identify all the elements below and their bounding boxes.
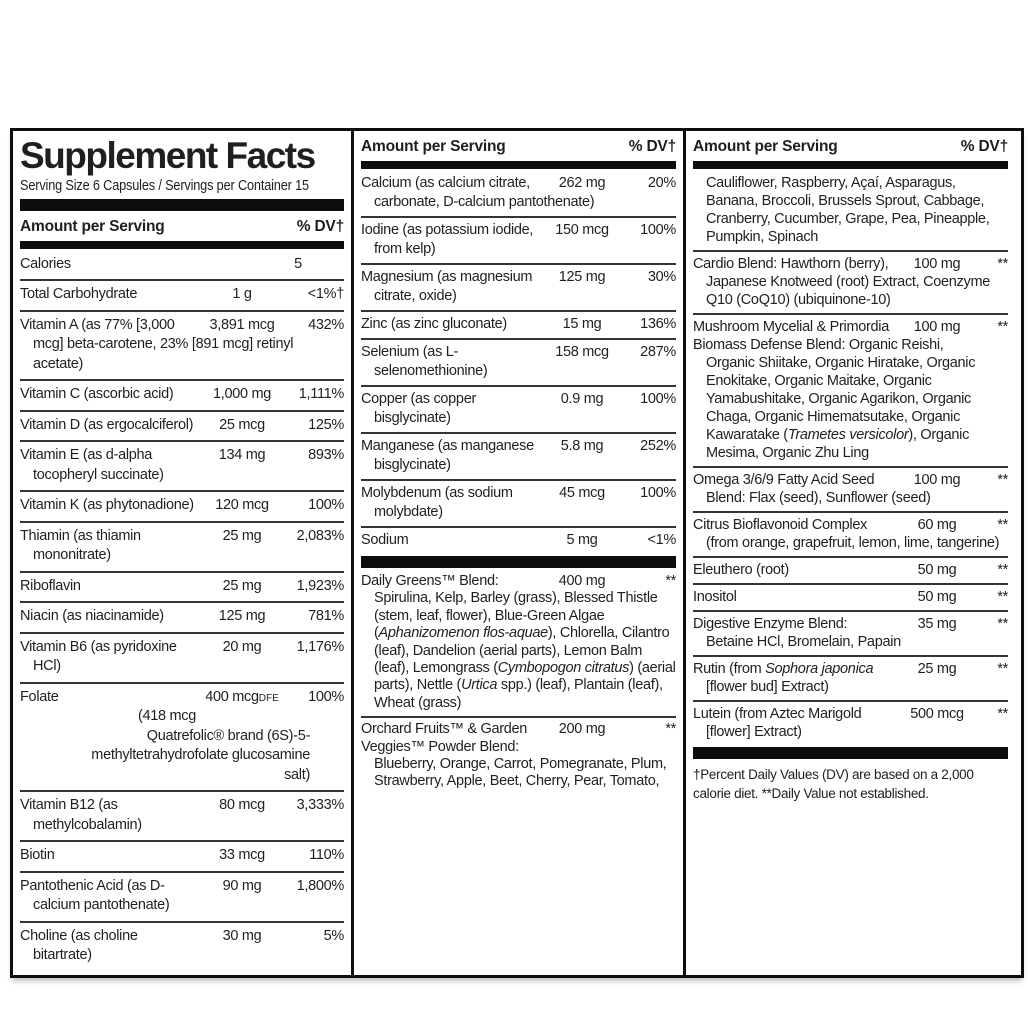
supplement-row <box>693 250 1008 313</box>
amount-value: 25 mcg <box>219 416 265 433</box>
supplement-row <box>361 716 676 795</box>
ingredient-name: Citrus Bioflavonoid Complex (from orange, grapefruit, lemon, lime, tangerine) <box>693 517 1000 551</box>
dv-value: 30% <box>647 269 676 285</box>
ingredient-name <box>361 573 676 712</box>
ingredient-name: Vitamin A (as 77% [3,000 mcg] beta-carotene, 23% [891 mcg] retinyl acetate) <box>20 316 294 372</box>
ingredient-list <box>693 354 1008 462</box>
dv-value: 432% <box>308 316 344 333</box>
supplement-row <box>693 583 1008 610</box>
ingredient-name: Selenium (as L-selenomethionine) <box>361 344 488 379</box>
supplement-row <box>20 490 344 521</box>
ingredient-text: spp.) (leaf), Plantain (leaf), Wheat (grass) <box>374 677 663 711</box>
ingredient-name: Riboflavin <box>20 577 81 594</box>
supplement-row <box>361 385 676 432</box>
ingredient-text: Rutin (from <box>693 661 766 677</box>
ingredient-name: Vitamin D (as ergocalciferol) <box>20 416 194 433</box>
ingredient-name: Calcium (as calcium citrate, carbonate, D-calcium pantothenate) <box>361 175 595 210</box>
dv-value: 1,176% <box>296 638 344 655</box>
amount-value: 100 mg <box>913 256 961 272</box>
amount-per-serving-label: Amount per Serving <box>20 217 165 235</box>
amount-value: 45 mcg <box>559 485 605 501</box>
percent-dv-label: % DV† <box>296 217 344 235</box>
amount-value: 3,891 mcg <box>209 316 275 333</box>
supplement-row <box>20 921 344 971</box>
ingredient-name: Cardio Blend: Hawthorn (berry), Japanese Knotweed (root) Extract, Coenzyme Q10 (CoQ10) (ubiquinone-10) <box>693 256 990 308</box>
amount-value: 60 mg <box>917 517 957 533</box>
panel-title: Supplement Facts <box>20 135 315 176</box>
supplement-row <box>361 526 676 554</box>
supplement-row <box>361 216 676 263</box>
ingredient-name: Thiamin (as thiamin mononitrate) <box>20 527 141 564</box>
column-header <box>361 133 676 160</box>
dv-value: ** <box>997 589 1008 605</box>
dv-value: ** <box>997 517 1008 533</box>
percent-dv-label: % DV† <box>628 138 676 155</box>
ingredient-name: Vitamin C (ascorbic acid) <box>20 386 174 403</box>
amount-value: 25 mg <box>222 577 262 594</box>
ingredient-list: Blueberry, Orange, Carrot, Pomegranate, Plum, Strawberry, Apple, Beet, Cherry, Pear, Tomato, <box>374 756 667 790</box>
amount-value: 262 mg <box>558 175 606 191</box>
ingredient-name: Sodium <box>361 532 409 548</box>
ingredient-name: Molybdenum (as sodium molybdate) <box>361 485 513 520</box>
ingredient-text: Trametes versicolor <box>787 427 909 443</box>
ingredient-text: Cymbopogon citratus <box>497 660 630 677</box>
dv-value: 2,083% <box>296 527 344 544</box>
ingredient-name: Magnesium (as magnesium citrate, oxide) <box>361 269 533 304</box>
supplement-row <box>20 310 344 380</box>
amount-unit-suffix: DFE <box>258 692 279 704</box>
amount-value: 33 mcg <box>219 847 265 864</box>
supplement-row <box>20 790 344 840</box>
divider-bar <box>693 747 1008 759</box>
amount-value: 15 mg <box>562 316 602 332</box>
dv-value: ** <box>997 256 1008 272</box>
divider-bar <box>361 556 676 568</box>
ingredient-name: Vitamin K (as phytonadione) <box>20 497 194 514</box>
amount-value: 90 mg <box>222 877 262 894</box>
supplement-facts-panel <box>10 128 1024 978</box>
amount-value: 400 mcgDFE <box>205 688 279 705</box>
amount-value: 35 mg <box>917 616 957 632</box>
dv-value: ** <box>997 706 1008 722</box>
ingredient-text: [flower bud] Extract) <box>706 679 829 695</box>
ingredient-name: Digestive Enzyme Blend: Betaine HCl, Bromelain, Papain <box>693 616 901 650</box>
supplement-row <box>361 171 676 216</box>
dv-value: ** <box>665 721 676 738</box>
supplement-row <box>693 655 1008 700</box>
dv-value: 125% <box>308 416 344 433</box>
supplement-row <box>361 479 676 526</box>
amount-value: 30 mg <box>222 927 262 944</box>
supplement-row <box>20 840 344 871</box>
supplement-row <box>693 171 1008 250</box>
amount-per-serving-label: Amount per Serving <box>693 138 838 155</box>
dv-value: ** <box>997 562 1008 578</box>
supplement-row <box>20 379 344 410</box>
amount-value: 200 mg <box>558 721 606 738</box>
nutrient-rows-right <box>693 171 1008 759</box>
ingredient-text: Aphanizomenon flos-aquae <box>378 625 548 642</box>
ingredient-name: Iodine (as potassium iodide, from kelp) <box>361 222 534 257</box>
ingredient-name: Pantothenic Acid (as D-calcium pantothenate) <box>20 877 170 914</box>
supplement-row <box>20 440 344 490</box>
dv-value: 100% <box>308 497 344 514</box>
amount-value: 1,000 mg <box>212 386 272 403</box>
dv-value: 20% <box>647 175 676 191</box>
amount-value: 100 mg <box>913 319 961 335</box>
supplement-row <box>20 279 344 310</box>
supplement-row <box>693 610 1008 655</box>
ingredient-text: ), Chlorella, Cilantro (leaf), Dandelion (aerial parts), Lemon Balm (leaf), Lemongrass ( <box>374 625 670 677</box>
supplement-row <box>20 410 344 441</box>
dv-value: 287% <box>640 344 676 360</box>
amount-value: 80 mcg <box>219 797 265 814</box>
amount-value: 158 mcg <box>555 344 609 360</box>
dv-value: ** <box>997 319 1008 335</box>
ingredient-text: Urtica <box>461 677 498 694</box>
dv-value: 5% <box>323 927 344 944</box>
sub-note: (418 mcg Quatrefolic® brand (6S)-5-methyltetrahydrofolate glucosamine salt) <box>91 708 310 783</box>
ingredient-name: Niacin (as niacinamide) <box>20 608 164 625</box>
supplement-row <box>20 682 344 791</box>
dv-value: 110% <box>309 847 344 864</box>
supplement-row <box>693 313 1008 466</box>
dv-value: 100% <box>308 688 344 705</box>
divider-bar <box>693 161 1008 169</box>
supplement-row <box>693 466 1008 511</box>
ingredient-name: Choline (as choline bitartrate) <box>20 927 138 964</box>
dv-value: 100% <box>640 485 676 501</box>
amount-value: 20 mg <box>222 638 262 655</box>
dv-value: 100% <box>640 222 676 238</box>
ingredient-name: Cauliflower, Raspberry, Açaí, Asparagus, Banana, Broccoli, Brussels Sprout, Cabbage, Cranberry, Cucumber, Grape, Pea, Pineapple, Pumpkin, Spinach <box>706 175 990 245</box>
supplement-row <box>693 511 1008 556</box>
dv-value: 781% <box>308 608 344 625</box>
dv-value: ** <box>665 573 676 589</box>
amount-value: 50 mg <box>917 589 957 605</box>
ingredient-name: Zinc (as zinc gluconate) <box>361 316 507 332</box>
amount-value: 5.8 mg <box>560 438 604 454</box>
nutrient-rows-left <box>20 251 344 971</box>
column-middle <box>351 131 683 975</box>
supplement-row <box>20 871 344 921</box>
dv-value: ** <box>997 661 1008 677</box>
amount-value: 1 g <box>232 286 252 303</box>
ingredient-text: ) (aerial parts), Nettle ( <box>374 660 676 694</box>
ingredient-name: Eleuthero (root) <box>693 562 789 578</box>
dv-value: 1,923% <box>296 577 344 594</box>
ingredient-text: ), Organic Mesima, Organic Zhu Ling <box>706 427 970 461</box>
amount-value: 50 mg <box>917 562 957 578</box>
supplement-row <box>20 632 344 682</box>
amount-per-serving-label: Amount per Serving <box>361 138 506 155</box>
amount-value: 400 mg <box>558 573 606 589</box>
supplement-row <box>361 432 676 479</box>
column-left <box>13 131 351 975</box>
ingredient-name: Calories <box>20 255 71 272</box>
supplement-row <box>693 700 1008 745</box>
dv-value: 136% <box>640 316 676 332</box>
supplement-row <box>693 556 1008 583</box>
divider-bar <box>20 199 344 211</box>
nutrient-rows-middle <box>361 171 676 795</box>
supplement-row <box>20 601 344 632</box>
ingredient-name: Lutein (from Aztec Marigold [flower] Extract) <box>693 706 862 740</box>
amount-value: 134 mg <box>218 447 266 464</box>
dv-value: 1,800% <box>296 877 344 894</box>
ingredient-name: Mushroom Mycelial & Primordia Biomass Defense Blend: Organic Reishi, <box>693 319 944 353</box>
percent-dv-label: % DV† <box>960 138 1008 155</box>
dv-value: 1,111% <box>298 386 344 403</box>
ingredient-name: Copper (as copper bisglycinate) <box>361 391 476 426</box>
amount-value: 125 mg <box>218 608 266 625</box>
dv-value: 252% <box>640 438 676 454</box>
ingredient-name: Folate <box>20 688 59 705</box>
supplement-row <box>20 571 344 602</box>
supplement-row <box>361 310 676 338</box>
ingredient-name: Total Carbohydrate <box>20 286 138 303</box>
ingredient-text: Sophora japonica <box>765 661 874 677</box>
dv-value: 893% <box>308 447 344 464</box>
column-header <box>20 213 344 240</box>
amount-value: 0.9 mg <box>560 391 604 407</box>
dv-value: <1%† <box>307 286 344 303</box>
ingredient-name: Omega 3/6/9 Fatty Acid Seed Blend: Flax (seed), Sunflower (seed) <box>693 472 931 506</box>
dv-value: 3,333% <box>296 797 344 814</box>
amount-value: 150 mcg <box>555 222 609 238</box>
column-right <box>683 131 1015 975</box>
amount-value: 500 mcg <box>910 706 964 722</box>
amount-value: 100 mg <box>913 472 961 488</box>
ingredient-text: Organic Shiitake, Organic Hiratake, Organic Enokitake, Organic Maitake, Organic Yamabushitake, Organic Agarikon, Organic Chaga, Organic Himematsutake, Organic Kawaratake ( <box>706 355 976 443</box>
dv-value: ** <box>997 616 1008 632</box>
ingredient-name: Vitamin B12 (as methylcobalamin) <box>20 797 142 833</box>
divider-bar <box>20 241 344 249</box>
ingredient-name: Biotin <box>20 847 55 864</box>
dv-value: <1% <box>647 532 676 548</box>
amount-value: 125 mg <box>558 269 606 285</box>
ingredient-name: Manganese (as manganese bisglycinate) <box>361 438 534 473</box>
supplement-row <box>20 251 344 280</box>
dv-value: ** <box>997 472 1008 488</box>
supplement-row <box>20 521 344 571</box>
serving-size-line: Serving Size 6 Capsules / Servings per Container 15 <box>20 177 309 194</box>
daily-value-footnote: †Percent Daily Values (DV) are based on a 2,000 calorie diet. **Daily Value not established. <box>693 767 974 801</box>
divider-bar <box>361 161 676 169</box>
supplement-row <box>361 570 676 716</box>
amount-value: 25 mg <box>917 661 957 677</box>
ingredient-name: Inositol <box>693 589 737 605</box>
ingredient-text: Daily Greens™ Blend: Spirulina, Kelp, Barley (grass), Blessed Thistle (stem, leaf, flower), Blue-Green Algae ( <box>361 573 658 642</box>
ingredient-name: Vitamin B6 (as pyridoxine HCl) <box>20 638 177 675</box>
dv-value: 100% <box>640 391 676 407</box>
column-header <box>693 133 1008 160</box>
amount-value: 25 mg <box>222 527 262 544</box>
amount-value: 5 <box>294 255 302 272</box>
amount-value: 5 mg <box>566 532 598 548</box>
amount-value: 120 mcg <box>215 497 269 514</box>
ingredient-name: Orchard Fruits™ & Garden Veggies™ Powder Blend: <box>361 721 528 755</box>
ingredient-name: Vitamin E (as d-alpha tocopheryl succinate) <box>20 447 164 483</box>
supplement-row <box>361 338 676 385</box>
supplement-row <box>361 263 676 310</box>
